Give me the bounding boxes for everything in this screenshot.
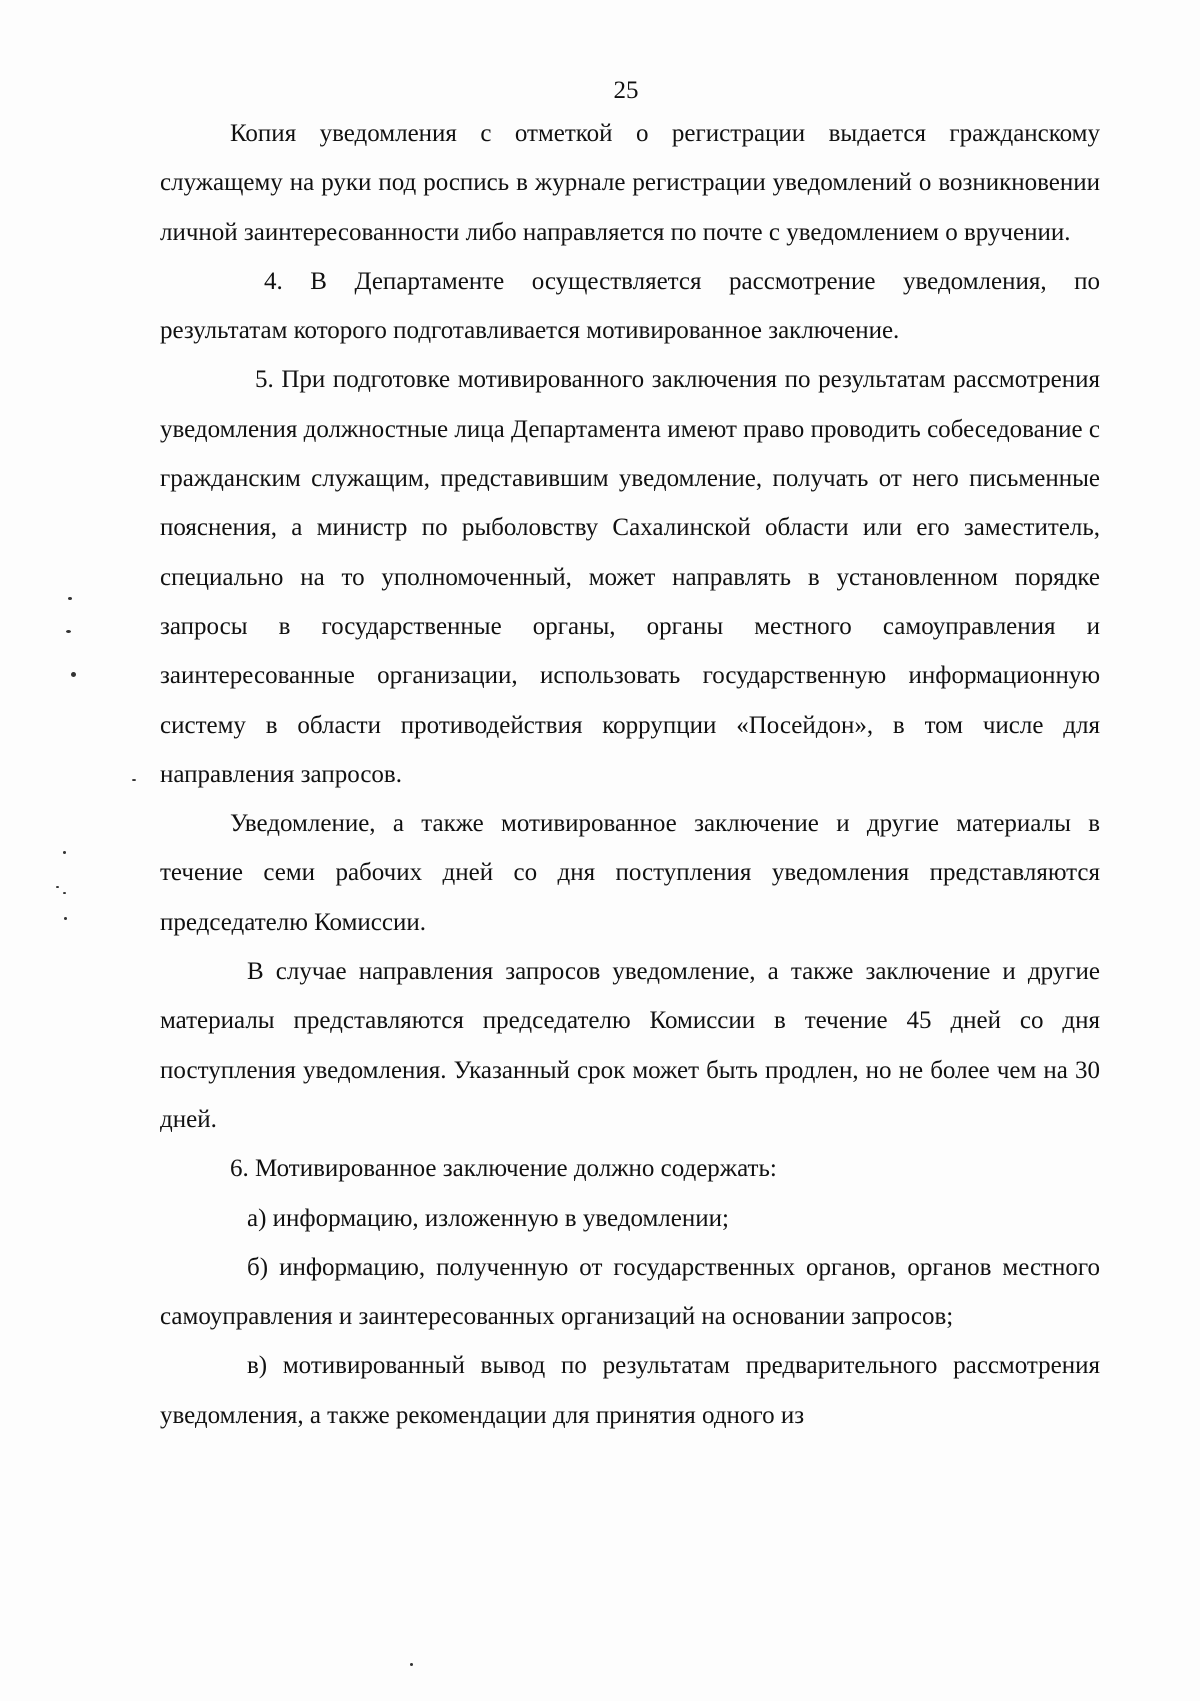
paragraph-requests-deadline: В случае направления запросов уведомление, а также заключение и другие материалы представляются председателю Комиссии в течение 45 дней со дня поступления уведомления. Указанный срок может быть продлен, но не более чем на 30 дней. — [160, 958, 1100, 1133]
scan-speck — [63, 892, 66, 894]
scan-speck — [66, 630, 71, 633]
paragraph-item-6b: б) информацию, полученную от государственных органов, органов местного самоуправления и заинтересованных организаций на основании запросов; — [160, 1253, 1100, 1331]
scan-speck — [71, 672, 76, 677]
scan-speck — [410, 1663, 413, 1666]
page-number: 25 — [613, 77, 639, 104]
paragraph-notice-materials: Уведомление, а также мотивированное заключение и другие материалы в течение семи рабочих дней со дня поступления уведомления представляются председателю Комиссии. — [160, 810, 1100, 936]
paragraph-item-6: 6. Мотивированное заключение должно содержать: — [230, 1155, 777, 1183]
paragraph-item-6v: в) мотивированный вывод по результатам предварительного рассмотрения уведомления, а также рекомендации для принятия одного из — [160, 1352, 1100, 1429]
scan-speck — [64, 917, 67, 920]
paragraph-item-6a: а) информацию, изложенную в уведомлении; — [247, 1204, 729, 1232]
paragraph-item-4: 4. В Департаменте осуществляется рассмотрение уведомления, по результатам которого подготавливается мотивированное заключение. — [160, 267, 1100, 345]
paragraph-item-5: 5. При подготовке мотивированного заключения по результатам рассмотрения уведомления должностные лица Департамента имеют право проводить собеседование с гражданским служащим, представившим уведомление, получать от него письменные пояснения, а министр по рыболовству Сахалинской области или его заместитель, специально на то уполномоченный, может направлять в установленном порядке запросы в государственные органы, органы местного самоуправления и заинтересованные организации, использовать государственную информационную систему в области противодействия коррупции «Посейдон», в том числе для направления запросов. — [160, 366, 1100, 788]
document-body — [160, 109, 1100, 1440]
scan-speck — [63, 851, 66, 854]
scan-speck — [68, 597, 72, 600]
scan-speck — [132, 779, 136, 781]
scan-speck — [56, 886, 59, 888]
paragraph-copy-of-notice: Копия уведомления с отметкой о регистрации выдается гражданскому служащему на руки под роспись в журнале регистрации уведомлений о возникновении личной заинтересованности либо направляется по почте с уведомлением о вручении. — [160, 120, 1100, 246]
